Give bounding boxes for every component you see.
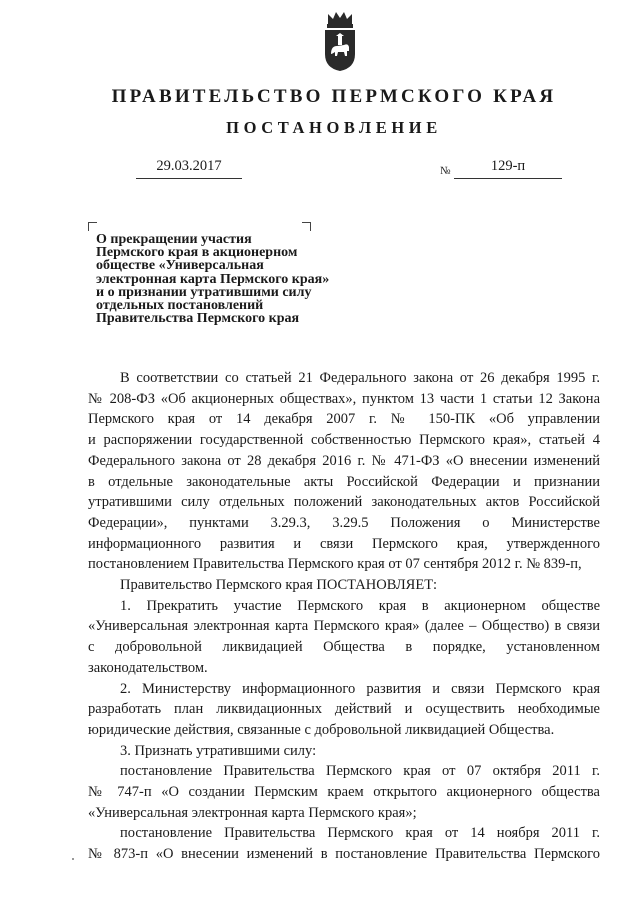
body-line: «Универсальная электронная карта Пермского края»;: [88, 804, 417, 821]
body-line: постановлением Правительства Пермского края от 07 сентября 2012 г. № 839-п,: [88, 556, 582, 573]
body-line: 1. Прекратить участие Пермского края в акционерном обществе: [120, 597, 600, 614]
number-sign: №: [440, 165, 451, 177]
subject-line: Пермского края в акционерном: [96, 245, 298, 261]
document-date: 29.03.2017: [136, 158, 242, 179]
body-line: постановление Правительства Пермского края от 07 октября 2011 г.: [120, 763, 600, 780]
decree-paragraph: [88, 575, 600, 596]
body-line: № 208-ФЗ «Об акционерных обществах», пунктом 13 части 1 статьи 12 Закона: [88, 390, 600, 407]
body-line: Правительство Пермского края ПОСТАНОВЛЯЕТ:: [120, 577, 438, 594]
body-line: 2. Министерству информационного развития и связи Пермского края: [120, 680, 600, 697]
subject-line: О прекращении участия: [96, 232, 252, 247]
repeal-1-paragraph: [88, 761, 600, 823]
body-line: Федерального закона от 28 декабря 2016 г. № 471-ФЗ «О внесении изменений: [88, 452, 600, 469]
body-line: информационного развития и связи Пермского края, утвержденного: [88, 535, 600, 552]
subject-line: Правительства Пермского края: [96, 311, 300, 327]
document-subject: [96, 233, 366, 325]
body-line: утратившими силу отдельных положений законодательных актов Российской: [88, 494, 600, 511]
body-line: № 873-п «О внесении изменений в постановление Правительства Пермского: [88, 846, 600, 863]
repeal-2-paragraph: [88, 823, 600, 864]
body-line: разработать план ликвидационных действий и осуществить необходимые: [88, 701, 600, 718]
body-line: 3. Признать утратившими силу:: [120, 742, 317, 759]
body-line: Федерации», пунктами 3.29.3, 3.29.5 Положения о Министерстве: [88, 514, 600, 531]
body-line: Пермского края от 14 декабря 2007 г. № 150-ПК «Об управлении: [88, 411, 600, 428]
scan-speck: [72, 858, 74, 860]
body-line: постановление Правительства Пермского края от 14 ноября 2011 г.: [120, 825, 600, 842]
item-2-paragraph: [88, 679, 600, 741]
body-line: № 747-п «О создании Пермским краем открытого акционерного общества: [88, 784, 600, 801]
body-line: В соответствии со статьей 21 Федерального закона от 26 декабря 1995 г.: [120, 370, 600, 386]
document-body: [88, 368, 600, 865]
subject-line: отдельных постановлений: [96, 298, 264, 314]
document-number: 129-п: [454, 158, 562, 179]
perm-krai-coat-of-arms-icon: [322, 10, 358, 72]
subject-line: обществе «Универсальная: [96, 258, 264, 274]
item-3-paragraph: [88, 741, 600, 762]
body-line: законодательством.: [88, 659, 208, 676]
preamble-paragraph: [88, 368, 600, 575]
subject-bracket-right: [302, 222, 311, 231]
body-line: юридические действия, связанные с добровольной ликвидацией Общества.: [88, 721, 555, 738]
subject-line: электронная карта Пермского края»: [96, 271, 330, 287]
item-1-paragraph: [88, 596, 600, 679]
body-line: с добровольной ликвидацией Общества в порядке, установленном: [88, 639, 600, 656]
subject-bracket-left: [88, 222, 97, 231]
document-type: ПОСТАНОВЛЕНИЕ: [226, 118, 442, 137]
subject-line: и о признании утратившими силу: [96, 284, 312, 300]
body-line: в отдельные законодательные акты Российской Федерации и признании: [88, 473, 600, 490]
body-line: «Универсальная электронная карта Пермского края» (далее – Общество) в связи: [88, 618, 600, 635]
body-line: и распоряжении государственной собственностью Пермского края», статьей 4: [88, 432, 600, 449]
government-title: ПРАВИТЕЛЬСТВО ПЕРМСКОГО КРАЯ: [111, 86, 557, 107]
